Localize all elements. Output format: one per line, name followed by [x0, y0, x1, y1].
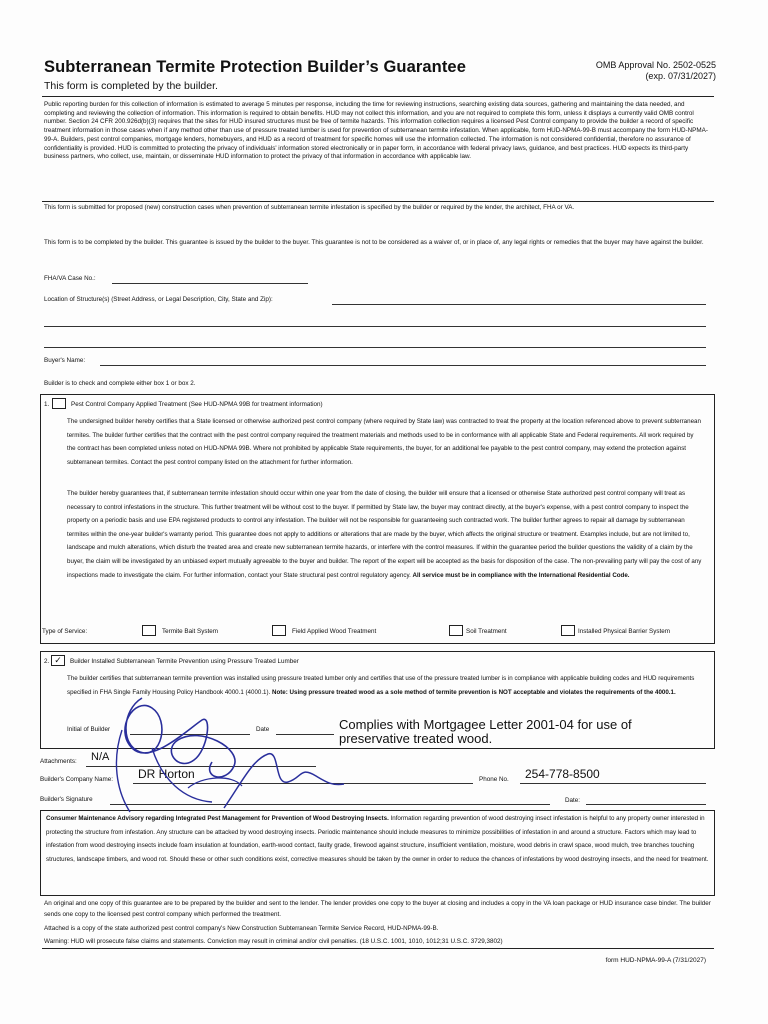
- attached-statement: Attached is a copy of the state authorized pest control company's New Construction Subterranean Termite Service Record, HUD-NPMA-99-B.: [44, 925, 439, 932]
- attachments-value: N/A: [91, 751, 110, 763]
- footer-rule: [42, 948, 714, 949]
- consumer-advisory-text: [46, 812, 710, 866]
- company-name-label: Builder's Company Name:: [40, 776, 113, 783]
- box1-number: 1.: [44, 401, 50, 408]
- box2-certification-body: The builder certifies that subterranean termite prevention was installed using pressure treated lumber only and certifies that use of the pressure treated lumber is in compliance with applicable building codes and HUD requirements specified in FHA Single Family Housing Policy Handbook 4000.1 (4000.1).: [67, 675, 695, 696]
- box1-certification-text: The undersigned builder hereby certifies that a State licensed or otherwise authorized pest control company (where required by State law) was contracted to treat the property at the location referenced above to prevent subterranean termites. The builder further certifies that the contract with the pest control company required the treatment materials and methods used to be in conformance with all applicable State and Federal requirements. All work required by the contract has been completed unless noted on HUD-NPMA 99B. Where not prohibited by applicable State requirements, the buyer, for an additional fee payable to the pest control company, may extend the protection against subterranean termites. Contact the pest control company listed on the attachment for further information.: [67, 418, 701, 466]
- case-no-field[interactable]: [112, 275, 308, 284]
- location-field-line-1[interactable]: [332, 296, 706, 305]
- box2-heading: Builder Installed Subterranean Termite Prevention using Pressure Treated Lumber: [70, 658, 299, 665]
- signature-date-label: Date:: [565, 797, 581, 804]
- mortgagee-letter-note: Complies with Mortgagee Letter 2001-04 for use of preservative treated wood.: [339, 717, 632, 746]
- location-field-line-3[interactable]: [44, 339, 706, 348]
- handwritten-signature: [92, 690, 422, 820]
- service-termite-bait-checkbox[interactable]: [142, 625, 156, 636]
- service-termite-bait-label: Termite Bait System: [162, 628, 218, 635]
- box2-number: 2.: [44, 658, 50, 665]
- form-title: Subterranean Termite Protection Builder’s Guarantee: [44, 58, 466, 76]
- omb-approval: [596, 60, 716, 82]
- service-soil-treatment-checkbox[interactable]: [449, 625, 463, 636]
- service-physical-barrier-label: Installed Physical Barrier System: [578, 628, 671, 635]
- initial-date-label: Date: [256, 726, 270, 733]
- submitted-statement: This form is submitted for proposed (new) construction cases when prevention of subterranean termite infestation is specified by the builder or required by the lender, the architect, FHA or VA.: [44, 204, 575, 211]
- omb-expiration: (exp. 07/31/2027): [645, 71, 716, 81]
- box2-checkbox[interactable]: ✓: [51, 655, 65, 666]
- omb-number: OMB Approval No. 2502-0525: [595, 60, 716, 70]
- service-wood-treatment-label: Field Applied Wood Treatment: [292, 628, 377, 635]
- burden-statement: Public reporting burden for this collection of information is estimated to average 5 minutes per response, including the time for reviewing instructions, searching existing data sources, gathering and maintaining the data needed, and completing and reviewing the collection of information. This information is required to obtain benefits. HUD may not collect this information, and you are not required to complete this form, unless it displays a currently valid OMB control number. Section 24 CFR 200.926d(b)(3) requires that the sites for HUD insured structures must be free of termite hazards. This information collection requires a licensed Pest Control company to provide the builder a record of specific treatment information in those cases when if any method other than use of pressure treated lumber is used for prevention of subterranean termite infestation. When applicable, form HUD-NPMA-99-B must accompany the form HUD-NPMA-99-A. Builders, pest control companies, mortgage lenders, homebuyers, and HUD as a record of treatment for specific homes will use the information collected. The information is not considered confidential, therefore no assurance of confidentiality is provided. HUD is committed to protecting the privacy of individuals' information stored electronically or in paper form, in accordance with federal privacy laws, guidance, and best practices. HUD expects its third-party business partners, who collect, use, maintain, or disseminate HUD information to protect the privacy of that information in accordance with applicable law.: [44, 101, 708, 161]
- phone-label: Phone No.: [479, 776, 509, 783]
- attachments-label: Attachments:: [40, 758, 77, 765]
- warning-statement: Warning: HUD will prosecute false claims and statements. Conviction may result in criminal and/or civil penalties. (18 U.S.C. 1001, 1010, 1012;31 U.S.C. 3729,3802): [44, 938, 503, 945]
- form-subtitle: This form is completed by the builder.: [44, 80, 218, 92]
- box1-guarantee-body: The builder hereby guarantees that, if subterranean termite infestation should occur within one year from the date of closing, the builder will ensure that a licensed or otherwise State authorized pest control company will treat as necessary to control infestations in the structure. This further treatment will be without cost to the buyer. If permitted by State law, the buyer may contract directly, at the buyer's expense, with a pest control company to inspect the property on a periodic basis and use EPA registered products to control any infestation. The builder will not be responsible for guaranteeing such contracted work. The builder further agrees to repair all damage by subterranean termites within the one-year builder's warranty period. This guarantee does not apply to additions or alterations that are made by the buyer, which affects the original structure or treatment. Examples include, but are not limited to, landscape and mulch alterations, which disturb the treated area and create new subterranean termite hazards, or interfere with the control measures. If within the guarantee period the builder questions the validity of a claim by the buyer, the claim will be investigated by an unbiased expert mutually agreeable to the buyer and builder. The report of the expert will be accepted as the basis for disposition of the case. The non-prevailing party will pay the cost of any inspections made to investigate the claim. For further information, contact your State structural pest control regulatory agency.: [67, 490, 702, 579]
- box2-note: Note: Using pressure treated wood as a sole method of termite prevention is NOT acceptable and violates the requirements of the 4000.1.: [272, 688, 676, 696]
- builder-check-instruction: Builder is to check and complete either box 1 or box 2.: [44, 380, 196, 387]
- location-label: Location of Structure(s) (Street Address, or Legal Description, City, State and Zip):: [44, 296, 273, 303]
- signature-date-field[interactable]: [586, 796, 706, 805]
- service-type-label: Type of Service:: [42, 628, 88, 635]
- box1-compliance-note: All service must be in compliance with the International Residential Code.: [412, 571, 630, 579]
- company-name-value: DR Horton: [138, 767, 195, 781]
- box1-checkbox[interactable]: [52, 398, 66, 409]
- copies-instruction: An original and one copy of this guarantee are to be prepared by the builder and sent to the lender. The lender provides one copy to the buyer at closing and includes a copy in the VA loan package or HUD insurance case binder. The builder sends one copy to the licensed pest control company which performed the treatment.: [44, 900, 711, 918]
- case-no-label: FHA/VA Case No.:: [44, 275, 96, 282]
- burden-rule: [42, 201, 714, 202]
- signature-label: Builder's Signature: [40, 796, 93, 803]
- form-identifier: form HUD-NPMA-99-A (7/31/2027): [605, 957, 706, 964]
- service-physical-barrier-checkbox[interactable]: [561, 625, 575, 636]
- header-rule: [42, 96, 714, 97]
- consumer-advisory-heading: Consumer Maintenance Advisory regarding Integrated Pest Management for Prevention of Wood Destroying Insects.: [46, 815, 389, 822]
- completed-statement: This form is to be completed by the builder. This guarantee is issued by the builder to the buyer. This guarantee is not to be considered as a waiver of, or in place of, any legal rights or remedies that the buyer may have against the builder.: [44, 239, 704, 246]
- box1-heading: Pest Control Company Applied Treatment (See HUD-NPMA 99B for treatment information): [71, 401, 323, 408]
- service-soil-treatment-label: Soil Treatment: [466, 628, 507, 635]
- phone-value: 254-778-8500: [525, 767, 600, 781]
- buyer-label: Buyer's Name:: [44, 357, 86, 364]
- box1-guarantee-text: [67, 487, 703, 582]
- builder-initial-label: Initial of Builder: [67, 726, 111, 733]
- service-wood-treatment-checkbox[interactable]: [272, 625, 286, 636]
- location-field-line-2[interactable]: [44, 318, 706, 327]
- consumer-advisory-body: Information regarding prevention of wood destroying insect infestation is helpful to any property owner interested in protecting the structure from infestation. Any structure can be attacked by wood destroying insects. Periodic maintenance should include measures to minimize possibilities of infestation in and around a structure. Factors which may lead to infestation from wood destroying insects include foam insulation at foundation, earth-wood contact, faulty grade, firewood against structure, insufficient ventilation, moisture, wood debris in crawl space, wood mulch, tree branches touching structures, landscape timbers, and wood rot. Should these or other such conditions exist, corrective measures should be taken by the owner in order to reduce the chances of infestations by wood destroying insects, and the need for treatment.: [46, 815, 709, 863]
- buyer-field[interactable]: [100, 357, 706, 366]
